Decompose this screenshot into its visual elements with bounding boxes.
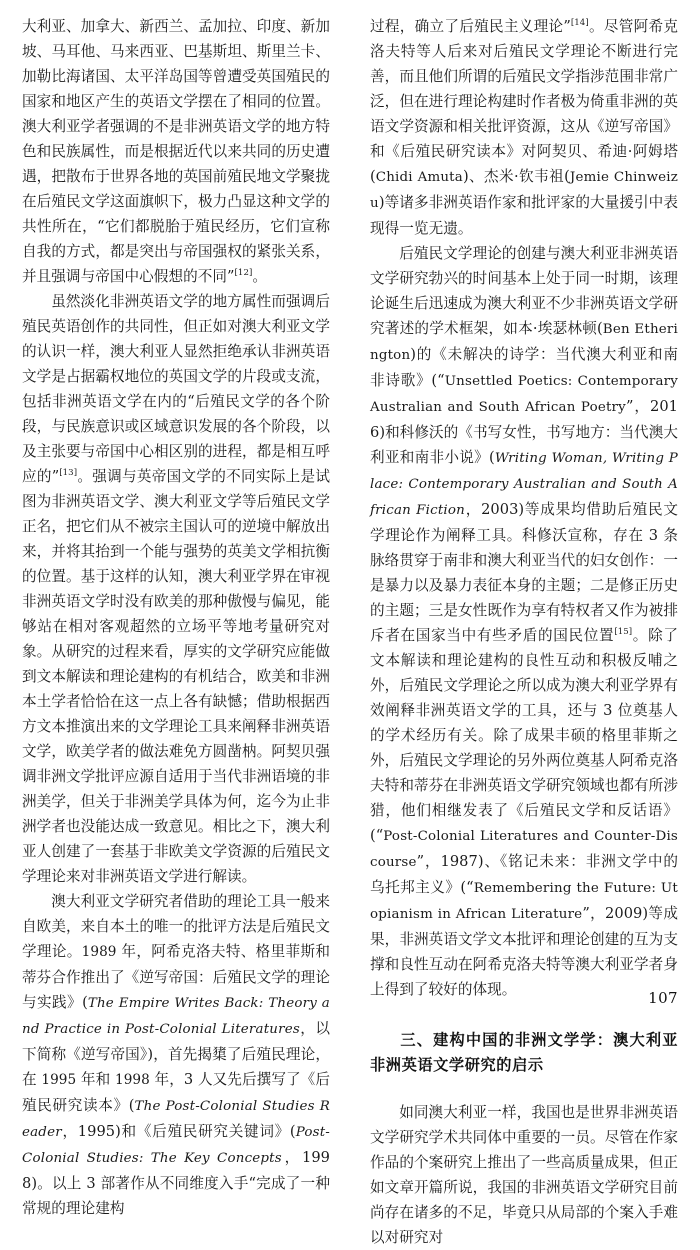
english-title-roman: Chidi Amuta	[375, 170, 463, 185]
paragraph-3: 澳大利亚文学研究者借助的理论工具一般来自欧美，来自本土的唯一的批评方法是后殖民文学理论。1989 年，阿希克洛夫特、格里菲斯和蒂芬合作推出了《逆写帝国：后殖民文学的理论与实践》(The Empire Writes Back: Theory and Practice in Post-Colonial Literatures，以下简称《逆写帝国》)，首先揭橥了后殖民理论，在 1995 年和 1998 年，3 人又先后撰写了《后殖民研究读本》(The Post-Colonial Studies Reader，1995)和《后殖民研究关键词》(Post-Colonial Studies: The Key Concepts，1998)。以上 3 部著作从不同维度入手“完成了一种常规的理论建构	[22, 893, 331, 1217]
english-title-roman: Remembering the Future: Utopianism in African Literature	[370, 881, 678, 922]
year-number: 1995	[41, 1072, 77, 1088]
english-title-italic: The Post-Colonial Studies Reader	[22, 1099, 330, 1140]
english-title-italic: The Empire Writes Back: Theory and Practice in Post-Colonial Literatures	[22, 996, 330, 1037]
english-title-roman: Unsettled Poetics: Contemporary Australian and South African Poetry	[370, 374, 678, 415]
citation-reference: [12]	[234, 268, 253, 279]
english-title-roman: Jemie Chinweizu	[370, 170, 678, 211]
english-title-italic: Writing Woman, Writing Place: Contemporary Australian and South African Fiction	[370, 451, 678, 518]
heading-spacer-below	[370, 1078, 678, 1100]
citation-reference: [15]	[614, 627, 633, 638]
page-number: 107	[648, 989, 678, 1007]
heading-spacer-above	[370, 1002, 678, 1028]
citation-reference: [13]	[59, 468, 78, 479]
right-column	[370, 14, 678, 1250]
paragraph-2: 虽然淡化非洲英语文学的地方属性而强调后殖民英语创作的共同性，但正如对澳大利亚文学的认识一样，澳大利亚人显然拒绝承认非洲英语文学是占据霸权地位的英国文学的片段或支流，包括非洲英语文学在内的“后殖民文学的各个阶段，与民族意识或区域意识发展的各个阶段，以及主张要与帝国中心相区别的进程，都是相互呼应的”[13]。强调与英帝国文学的不同实际上是试图为非洲英语文学、澳大利亚文学等后殖民文学正名，把它们从不被宗主国认可的逆境中解放出来，并将其抬到一个能与强势的英美文学相抗衡的位置。基于这样的认知，澳大利亚学界在审视非洲英语文学时没有欧美的那种傲慢与偏见，能够站在相对客观超然的立场平等地考量研究对象。从研究的过程来看，厚实的文学研究应能做到文本解读和理论建构的有机结合，欧美和非洲本土学者恰恰在这一点上各有缺憾；借助根据西方文本推演出来的文学理论工具来阐释非洲英语文学，欧美学者的做法难免方圆凿枘。阿契贝强调非洲文学批评应源自适用于当代非洲语境的非洲美学，但关于非洲美学具体为何，迄今为止非洲学者也没能达成一致意见。相比之下，澳大利亚人创建了一套基于非欧美文学资源的后殖民文学理论来对非洲英语文学进行解读。	[22, 293, 330, 885]
english-title-roman: Post-Colonial Literatures and Counter-Discourse	[370, 829, 678, 870]
citation-reference: [14]	[570, 18, 589, 29]
paragraph-4: 后殖民文学理论的创建与澳大利亚非洲英语文学研究勃兴的时间基本上处于同一时期，该理论诞生后迅速成为澳大利亚不少非洲英语文学研究著述的学术框架，如本·埃瑟林顿(Ben Etherington)的《未解决的诗学：当代澳大利亚和南非诗歌》(“Unsettled Poetics: Contemporary Australian and South African Poetry”，2016)和科修沃的《书写女性，书写地方：当代澳大利亚和南非小说》(Writing Woman, Writing Place: Contemporary Australian and South African Fiction，2003)等成果均借助后殖民文学理论作为阐释工具。科修沃宣称，存在 3 条脉络贯穿于南非和澳大利亚当代的妇女创作：一是暴力以及暴力表征本身的主题；二是修正历史的主题；三是女性既作为享有特权者又作为被排斥者在国家当中有些矛盾的国民位置[15]。除了文本解读和理论建构的良性互动和积极反哺之外，后殖民文学理论之所以成为澳大利亚学界有效阐释非洲英语文学的工具，还与 3 位奠基人的学术经历有关。除了成果丰硕的格里菲斯之外，后殖民文学理论的另外两位奠基人阿希克洛夫特和蒂芬在非洲英语文学研究领域也都有所涉猎，他们相继发表了《后殖民文学和反话语》(“Post-Colonial Literatures and Counter-Discourse”，1987)、《铭记未来：非洲文学中的乌托邦主义》(“Remembering the Future: Utopianism in African Literature”，2009)等成果，非洲英语文学文本批评和理论创建的互为支撑和良性互动在阿希克洛夫特等澳大利亚学者身上得到了较好的体现。	[370, 245, 678, 998]
year-number: 1998	[115, 1072, 150, 1088]
section-heading-three: 三、建构中国的非洲文学学：澳大利亚非洲英语文学研究的启示	[370, 1031, 678, 1074]
paragraph-continued-from-previous-page: 大利亚、加拿大、新西兰、孟加拉、印度、新加坡、马耳他、马来西亚、巴基斯坦、斯里兰卡、加勒比海诸国、太平洋岛国等曾遭受英国殖民的国家和地区产生的英语文学摆在了相同的位置。澳大利亚学者强调的不是非洲英语文学的地方特色和民族属性，而是根据近代以来共同的历史遭遇，把散布于世界各地的英国前殖民地文学聚拢在后殖民文学这面旗帜下，极力凸显这种文学的共性所在，“它们都脱胎于殖民经历，它们宣称自我的方式，都是突出与帝国强权的紧张关系，并且强调与帝国中心假想的不同”[12]。	[22, 18, 330, 285]
paragraph-3-continuation: 过程，确立了后殖民主义理论”[14]。尽管阿希克洛夫特等人后来对后殖民文学理论不断进行完善，而且他们所谓的后殖民文学指涉范围非常广泛，但在进行理论构建时作者极为倚重非洲的英语文学资源和相关批评资源，这从《逆写帝国》和《后殖民研究读本》对阿契贝、希迪·阿姆塔(Chidi Amuta)、杰米·钦韦祖(Jemie Chinweizu)等诸多非洲英语作家和批评家的大量援引中表现得一览无遗。	[370, 18, 678, 237]
paragraph-5: 如同澳大利亚一样，我国也是世界非洲英语文学研究学术共同体中重要的一员。尽管在作家作品的个案研究上推出了一些高质量成果，但正如文章开篇所说，我国的非洲英语文学研究目前尚存在诸多的不足，毕竟只从局部的个案入手难以对研究对	[370, 1104, 678, 1246]
left-column	[22, 14, 330, 1221]
year-number: 1989	[81, 944, 117, 960]
english-title-roman: Ben Etherington	[370, 322, 678, 363]
english-title-italic: Post-Colonial Studies: The Key Concepts	[22, 1125, 330, 1166]
